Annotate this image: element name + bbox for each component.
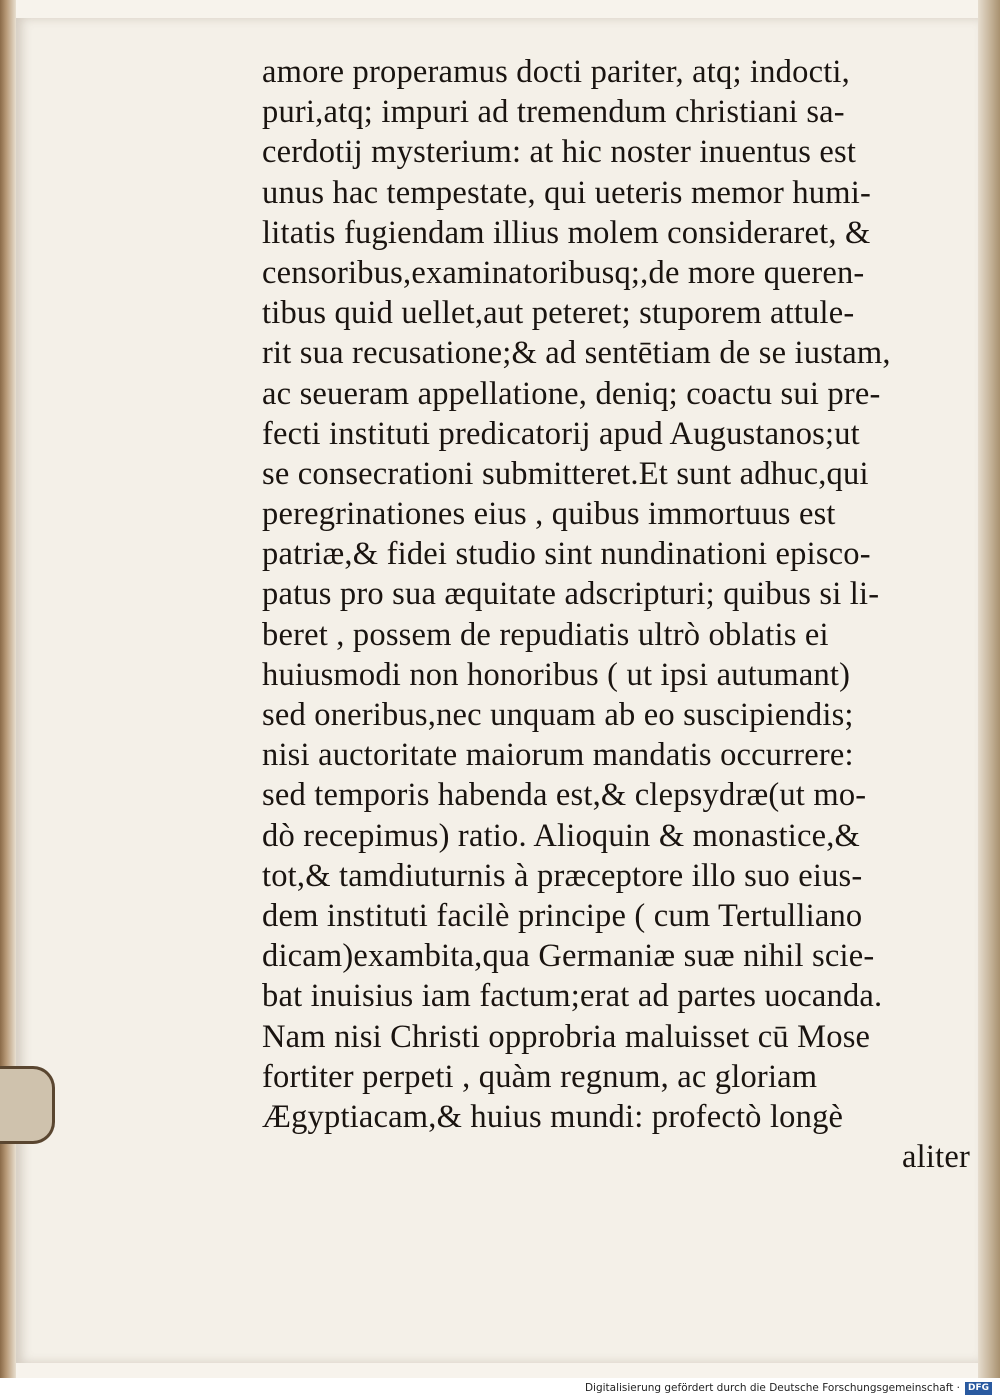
text-line: censoribus,examinatoribusq;,de more queren- bbox=[262, 254, 865, 291]
text-line: dem instituti facilè principe ( cum Tertulliano bbox=[262, 897, 863, 934]
text-line: litatis fugiendam illius molem consideraret, & bbox=[262, 214, 871, 251]
text-line: nisi auctoritate maiorum mandatis occurrere: bbox=[262, 737, 854, 774]
text-line: rit sua recusatione;& ad sentētiam de se iustam, bbox=[262, 335, 891, 372]
text-line: se consecrationi submitteret.Et sunt adhuc,qui bbox=[262, 455, 869, 492]
text-line: fecti instituti predicatorij apud Augustanos;ut bbox=[262, 415, 860, 452]
text-line: Nam nisi Christi opprobria maluisset cū Mose bbox=[262, 1018, 871, 1055]
text-line: peregrinationes eius , quibus immortuus est bbox=[262, 496, 836, 533]
text-line: amore properamus docti pariter, atq; indocti, bbox=[262, 54, 850, 90]
text-line: dò recepimus) ratio. Alioquin & monastice,& bbox=[262, 817, 860, 854]
footer-bar bbox=[0, 1378, 1000, 1400]
book-right-edge bbox=[978, 0, 1000, 1378]
text-line: sed temporis habenda est,& clepsydræ(ut mo- bbox=[262, 777, 867, 814]
text-line: dicam)exambita,qua Germaniæ suæ nihil scie- bbox=[262, 938, 875, 975]
text-line: sed oneribus,nec unquam ab eo suscipiendis; bbox=[262, 697, 854, 733]
text-line: ac seueram appellatione, deniq; coactu sui pre- bbox=[262, 375, 881, 412]
funding-credit: Digitalisierung gefördert durch die Deutsche Forschungsgemeinschaft · bbox=[584, 1382, 960, 1394]
text-line: puri,atq; impuri ad tremendum christiani sa- bbox=[262, 94, 845, 131]
text-line: Ægyptiacam,& huius mundi: profectò longè bbox=[262, 1098, 844, 1135]
text-line: huiusmodi non honoribus ( ut ipsi autumant) bbox=[262, 656, 851, 693]
printed-text-block bbox=[262, 52, 974, 1177]
book-clasp bbox=[0, 1066, 55, 1144]
text-line: unus hac tempestate, qui ueteris memor humi- bbox=[262, 174, 871, 211]
text-line: patus pro sua æquitate adscripturi; quibus si li- bbox=[262, 576, 880, 613]
text-line: cerdotij mysterium: at hic noster inuentus est bbox=[262, 134, 857, 171]
dfg-logo: DFG bbox=[965, 1382, 992, 1395]
text-line: beret , possem de repudiatis ultrò oblatis ei bbox=[262, 616, 829, 653]
catchword: aliter bbox=[902, 1139, 970, 1176]
text-line: fortiter perpeti , quàm regnum, ac gloriam bbox=[262, 1058, 818, 1095]
book-left-edge bbox=[0, 0, 16, 1378]
text-line: bat inuisius iam factum;erat ad partes uocanda. bbox=[262, 978, 883, 1015]
text-line: patriæ,& fidei studio sint nundinationi episco- bbox=[262, 536, 871, 573]
text-line: tibus quid uellet,aut peteret; stuporem attule- bbox=[262, 295, 855, 332]
text-line: tot,& tamdiuturnis à præceptore illo suo eius- bbox=[262, 857, 863, 894]
